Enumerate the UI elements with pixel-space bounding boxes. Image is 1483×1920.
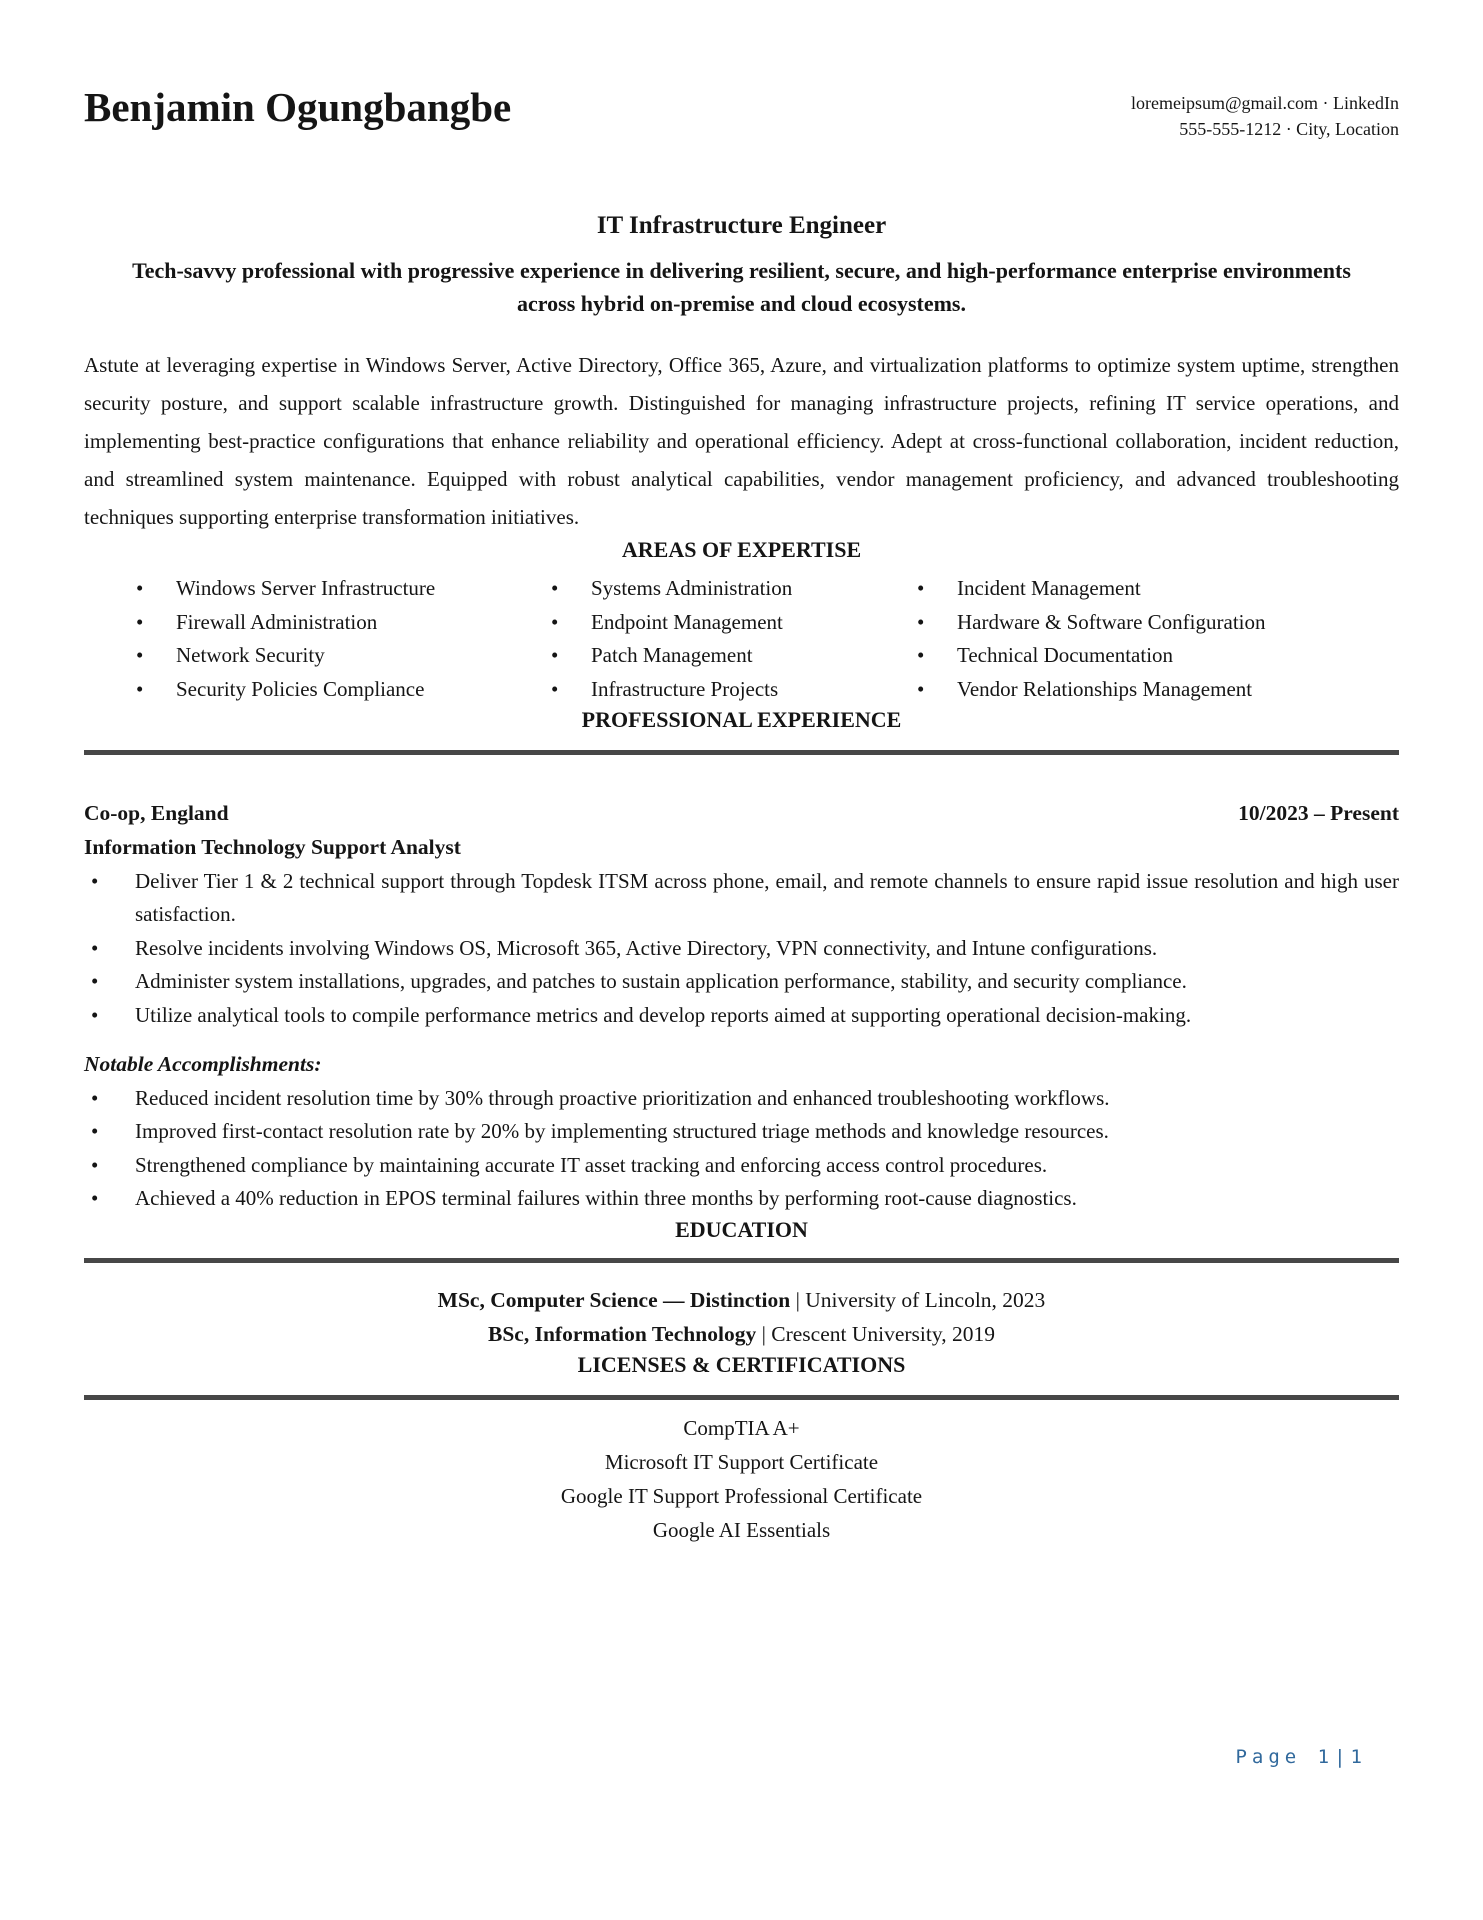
certification-item: Google IT Support Professional Certificate — [560, 1483, 923, 1508]
expertise-item: • Network Security — [134, 639, 549, 673]
contact-info — [1131, 84, 1399, 142]
section-heading-licenses-certifications: LICENSES & CERTIFICATIONS — [577, 1352, 906, 1378]
expertise-item: • Endpoint Management — [549, 606, 915, 640]
expertise-grid — [84, 572, 1399, 706]
experience-header-row — [84, 797, 1399, 831]
education-item — [84, 1317, 1399, 1351]
page-number-label: Page 1|1 — [1235, 1746, 1367, 1768]
expertise-item: • Patch Management — [549, 639, 915, 673]
accomplishment-bullet: • Improved first-contact resolution rate by 20% by implementing structured triage methods and knowledge resources. — [84, 1115, 1399, 1149]
expertise-item: • Systems Administration — [549, 572, 915, 606]
expertise-item: • Firewall Administration — [134, 606, 549, 640]
accomplishment-bullet: • Reduced incident resolution time by 30% through proactive prioritization and enhanced troubleshooting workflows. — [84, 1082, 1399, 1116]
notable-accomplishments-label: Notable Accomplishments: — [84, 1052, 322, 1077]
experience-bullet: • Deliver Tier 1 & 2 technical support through Topdesk ITSM across phone, email, and remote channels to ensure rapid issue resolution and high user satisfaction. — [84, 865, 1399, 932]
job-title: IT Infrastructure Engineer — [596, 212, 887, 240]
expertise-column-2 — [549, 572, 915, 706]
accomplishment-bullet: • Achieved a 40% reduction in EPOS terminal failures within three months by performing root-cause diagnostics. — [84, 1182, 1399, 1216]
education-item — [84, 1283, 1399, 1317]
degree-name: MSc, Computer Science — Distinction — [437, 1288, 791, 1313]
expertise-item: • Vendor Relationships Management — [915, 673, 1399, 707]
expertise-column-3 — [915, 572, 1399, 706]
experience-bullet: • Administer system installations, upgrades, and patches to sustain application performance, stability, and security compliance. — [84, 965, 1399, 999]
role-title: Information Technology Support Analyst — [84, 834, 461, 859]
accomplishment-bullet: • Strengthened compliance by maintaining accurate IT asset tracking and enforcing access control procedures. — [84, 1149, 1399, 1183]
candidate-name: Benjamin Ogungbangbe — [84, 84, 512, 130]
experience-bullet: • Resolve incidents involving Windows OS, Microsoft 365, Active Directory, VPN connectivity, and Intune configurations. — [84, 932, 1399, 966]
summary-paragraph: Astute at leveraging expertise in Windows Server, Active Directory, Office 365, Azure, and virtualization platforms to optimize system uptime, strengthen security posture, and support scalable infrastructure growth. Distinguished for managing infrastructure projects, refining IT service operations, and implementing best-practice configurations that enhance reliability and operational efficiency. Adept at cross-functional collaboration, incident reduction, and streamlined system maintenance. Equipped with robust analytical capabilities, vendor management proficiency, and advanced troubleshooting techniques supporting enterprise transformation initiatives. — [84, 352, 1399, 529]
expertise-item: • Infrastructure Projects — [549, 673, 915, 707]
section-divider — [84, 1258, 1399, 1263]
tagline: Tech-savvy professional with progressive experience in delivering resilient, secure, and high-performance enterprise environments across hybrid on-premise and cloud ecosystems. — [132, 257, 1351, 316]
certifications-list — [84, 1411, 1399, 1547]
certification-item: Microsoft IT Support Certificate — [604, 1449, 879, 1474]
section-heading-areas-of-expertise: AREAS OF EXPERTISE — [621, 536, 862, 562]
section-divider — [84, 1395, 1399, 1400]
accomplishments-bullet-list — [84, 1082, 1399, 1216]
section-heading-professional-experience: PROFESSIONAL EXPERIENCE — [581, 707, 902, 733]
employment-dates: 10/2023 – Present — [1238, 800, 1399, 825]
expertise-item: • Security Policies Compliance — [134, 673, 549, 707]
education-list — [84, 1283, 1399, 1351]
expertise-item: • Windows Server Infrastructure — [134, 572, 549, 606]
experience-bullet-list — [84, 865, 1399, 1033]
resume-header — [84, 0, 1399, 142]
company-name: Co-op, England — [84, 800, 229, 825]
certification-item: CompTIA A+ — [683, 1415, 800, 1440]
certification-item: Google AI Essentials — [652, 1517, 831, 1542]
section-heading-education: EDUCATION — [675, 1216, 808, 1242]
contact-line-email-linkedin: loremeipsum@gmail.com · LinkedIn — [1130, 93, 1399, 113]
expertise-item: • Technical Documentation — [915, 639, 1399, 673]
section-divider — [84, 750, 1399, 755]
degree-detail: | Crescent University, 2019 — [761, 1322, 995, 1347]
degree-name: BSc, Information Technology — [488, 1322, 757, 1347]
expertise-item: • Hardware & Software Configuration — [915, 606, 1399, 640]
experience-bullet: • Utilize analytical tools to compile performance metrics and develop reports aimed at supporting operational decision-making. — [84, 999, 1399, 1033]
expertise-item: • Incident Management — [915, 572, 1399, 606]
degree-detail: | University of Lincoln, 2023 — [795, 1288, 1046, 1313]
contact-line-phone-location: 555-555-1212 · City, Location — [1179, 119, 1399, 140]
expertise-column-1 — [134, 572, 549, 706]
